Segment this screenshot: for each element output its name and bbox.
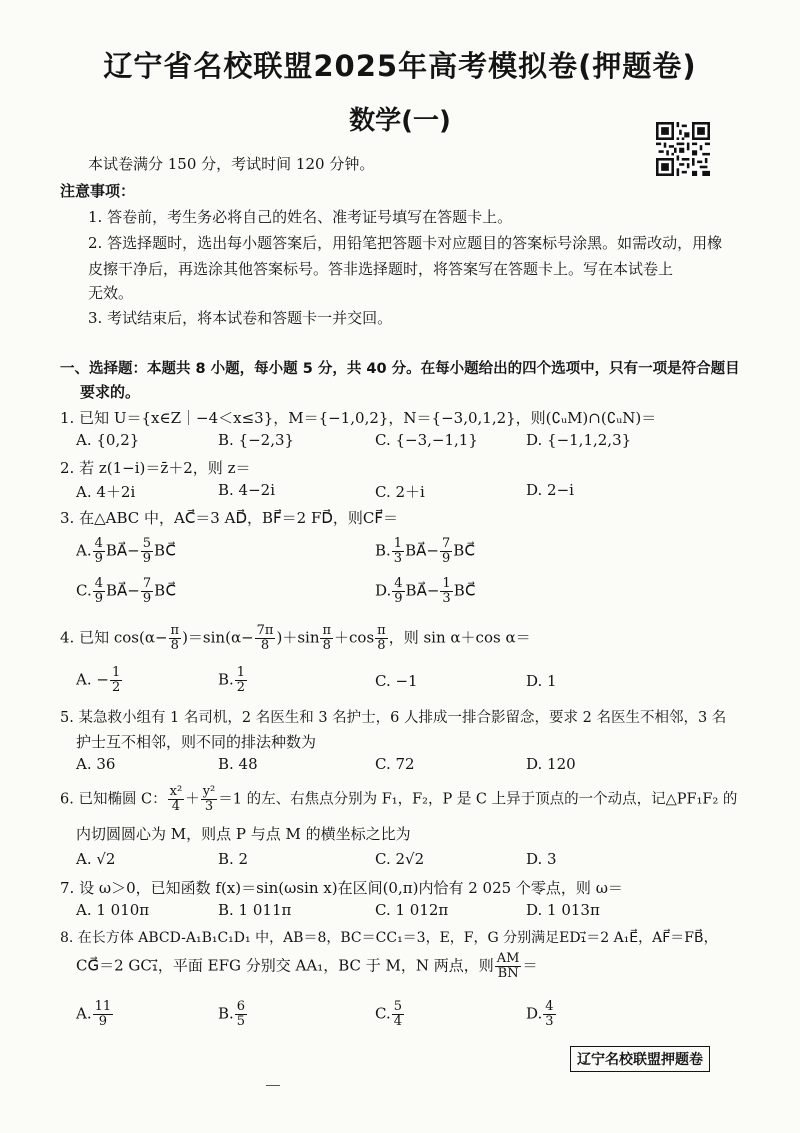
option-b: B. 2 xyxy=(218,850,249,868)
option-b: B. 4−2i xyxy=(218,481,276,499)
page-title: 辽宁省名校联盟2025年高考模拟卷(押题卷) xyxy=(103,49,697,83)
option-c: C. $\frac{5}{4}$ xyxy=(375,999,402,1029)
option-a: A. 1 010π xyxy=(76,901,150,919)
option-a: A. 4＋2i xyxy=(76,483,136,501)
option-a: A. $\frac{4}{9}$ BA⃗− $\frac{5}{9}$ BC⃗ xyxy=(76,536,176,566)
question-stem: 4. 已知 cos(α− $\frac{\pi}{8}$ )＝sin(α− $\frac{7\pi}{8}$ )＋sin $\frac{\pi}{8}$ ＋cos $\frac{\pi}{8}$ ，则 sin α＋cos α＝ xyxy=(60,623,531,653)
option-d: D. 120 xyxy=(526,755,576,773)
question-stem-cont: 内切圆圆心为 M，则点 P 与点 M 的横坐标之比为 xyxy=(76,825,411,843)
option-b: B. $\frac{1}{3}$ BA⃗− $\frac{7}{9}$ BC⃗ xyxy=(375,536,475,566)
footer-label: 辽宁名校联盟押题卷 xyxy=(570,1046,710,1072)
option-a: A. $\frac{11}{9}$ xyxy=(76,999,112,1029)
question-stem: 7. 设 ω＞0，已知函数 f(x)＝sin(ωsin x)在区间(0,π)内恰有 2 025 个零点，则 ω＝ xyxy=(60,879,623,897)
question-stem: 8. 在长方体 ABCD-A₁B₁C₁D₁ 中，AB＝8，BC＝CC₁＝3，E，F，G 分别满足ED₁⃗＝2 A₁E⃗，AF⃗＝FB⃗， xyxy=(60,930,718,946)
page-divider xyxy=(266,1085,280,1086)
option-a: A. √2 xyxy=(76,850,116,868)
question-stem-cont: CG⃗＝2 GC₁⃗，平面 EFG 分别交 AA₁，BC 于 M，N 两点，则 $\frac{AM}{BN}$ ＝ xyxy=(76,951,538,981)
page-subtitle: 数学(一) xyxy=(349,106,451,136)
question-stem-cont: 护士互不相邻，则不同的排法种数为 xyxy=(76,733,317,751)
option-b: B. $\frac{6}{5}$ xyxy=(218,999,246,1029)
option-d: D. 3 xyxy=(526,850,557,868)
option-c: C. $\frac{4}{9}$ BA⃗− $\frac{7}{9}$ BC⃗ xyxy=(76,576,176,606)
question-stem: 5. 某急救小组有 1 名司机，2 名医生和 3 名护士，6 人排成一排合影留念，要求 2 名医生不相邻，3 名 xyxy=(60,710,727,726)
option-a: A. 36 xyxy=(76,755,116,773)
note-item: 1. 答卷前，考生务必将自己的姓名、准考证号填写在答题卡上。 xyxy=(88,208,513,226)
option-b: B. $\frac{1}{2}$ xyxy=(218,665,246,695)
qr-code-icon xyxy=(656,122,710,176)
option-c: C. 1 012π xyxy=(375,901,449,919)
option-b: B. 1 011π xyxy=(218,901,292,919)
option-a: A. {0,2} xyxy=(76,431,140,449)
option-b: B. 48 xyxy=(218,755,258,773)
option-d: D. 1 xyxy=(526,672,557,690)
note-item: 2. 答选择题时，选出每小题答案后，用铅笔把答题卡对应题目的答案标号涂黑。如需改动，用橡 xyxy=(88,234,723,252)
question-stem: 1. 已知 U＝{x∈Z｜−4＜x≤3}，M＝{−1,0,2}，N＝{−3,0,1,2}，则(∁ᵤM)∩(∁ᵤN)＝ xyxy=(60,409,657,427)
question-stem: 6. 已知椭圆 C： $\frac{\text{x²}}{4}$ ＋ $\frac{\text{y²}}{3}$ ＝1 的左、右焦点分别为 F₁，F₂，P 是 C 上异于顶点的一个动点，记△PF₁F₂ 的 xyxy=(60,784,738,814)
section-heading: 一、选择题：本题共 8 小题，每小题 5 分，共 40 分。在每小题给出的四个选项中，只有一项是符合题目 xyxy=(60,361,740,377)
notes-heading: 注意事项： xyxy=(60,182,136,200)
option-c: C. 2＋i xyxy=(375,483,425,501)
option-a: A. − $\frac{1}{2}$ xyxy=(76,665,121,695)
option-b: B. {−2,3} xyxy=(218,431,295,449)
question-stem: 3. 在△ABC 中，AC⃗＝3 AD⃗，BF⃗＝2 FD⃗，则CF⃗＝ xyxy=(60,509,399,527)
note-item: 皮擦干净后，再选涂其他答案标号。答非选择题时，将答案写在答题卡上。写在本试卷上 xyxy=(88,260,674,278)
option-c: C. 72 xyxy=(375,755,415,773)
option-d: D. 1 013π xyxy=(526,901,600,919)
intro-text: 本试卷满分 150 分，考试时间 120 分钟。 xyxy=(88,155,375,173)
note-item: 3. 考试结束后，将本试卷和答题卡一并交回。 xyxy=(88,309,393,327)
option-d: D. $\frac{4}{3}$ xyxy=(526,999,554,1029)
option-d: D. 2−i xyxy=(526,481,574,499)
option-d: D. {−1,1,2,3} xyxy=(526,431,632,449)
note-item: 无效。 xyxy=(88,284,134,302)
section-heading-cont: 要求的。 xyxy=(80,383,141,401)
option-c: C. {−3,−1,1} xyxy=(375,431,478,449)
option-d: D. $\frac{4}{9}$ BA⃗− $\frac{1}{3}$ BC⃗ xyxy=(375,576,476,606)
option-c: C. 2√2 xyxy=(375,850,425,868)
question-stem: 2. 若 z(1−i)＝z̄＋2，则 z＝ xyxy=(60,459,251,477)
option-c: C. −1 xyxy=(375,672,418,690)
